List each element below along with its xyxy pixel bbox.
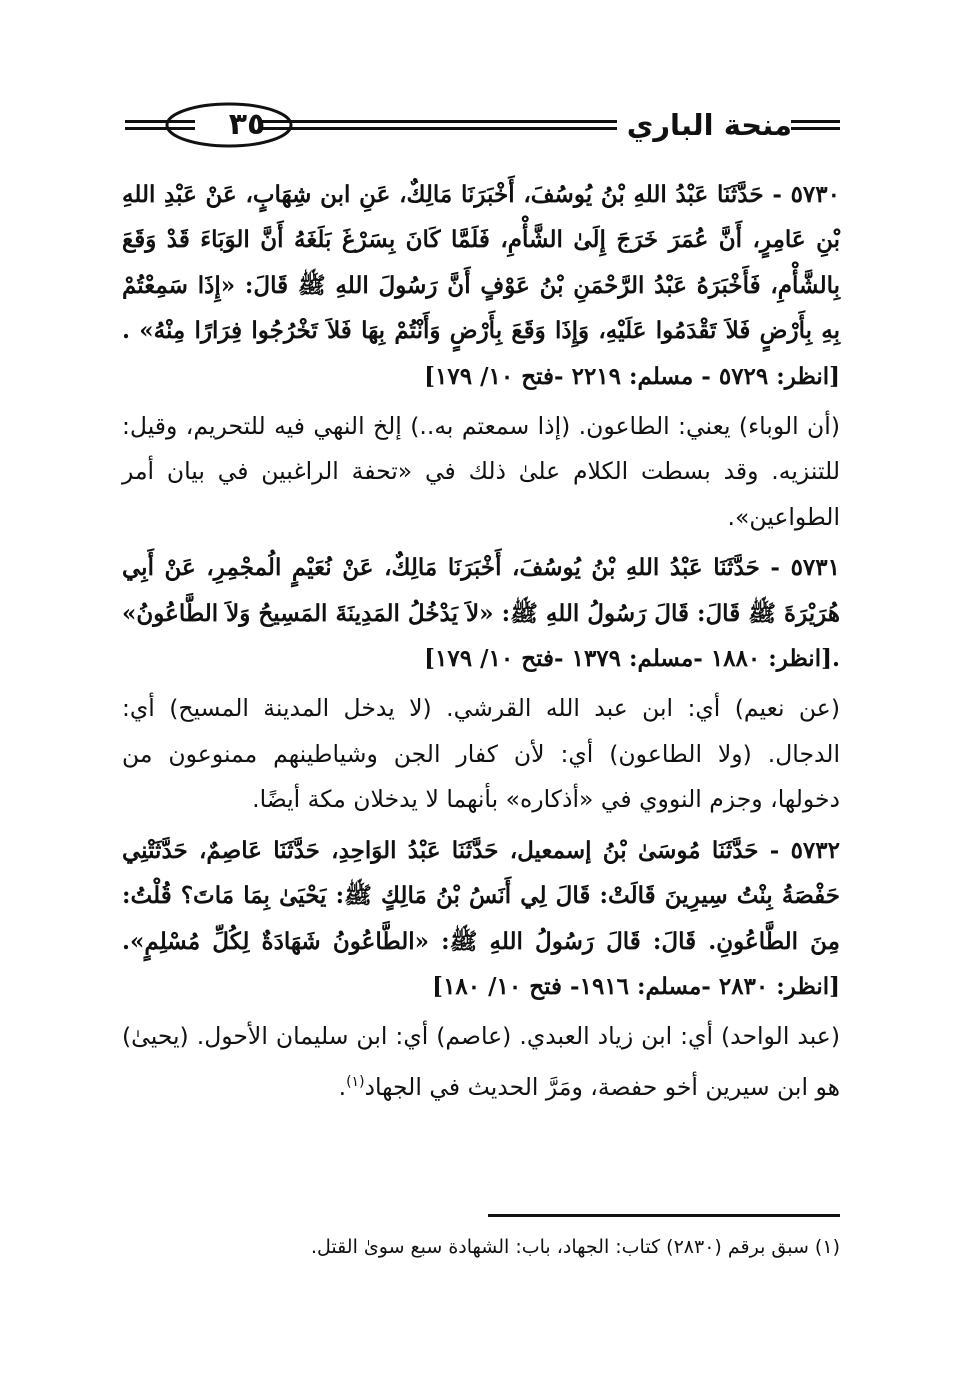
page-header [125, 100, 840, 152]
hadith-5731: ٥٧٣١ - حَدَّثَنَا عَبْدُ اللهِ بْنُ يُوسُفَ، أَخْبَرَنَا مَالِكٌ، عَنْ نُعَيْمٍ الُمجْمِرِ، عَنْ أَبِي هُرَيْرَةَ ﷺ قَالَ: قَالَ رَسُولُ اللهِ ﷺ: «لاَ يَدْخُلُ المَدِينَةَ المَسِيحُ وَلاَ الطَّاعُونُ» .[انظر: ١٨٨٠ -مسلم: ١٣٧٩ -فتح ١٠/ ١٧٩] [122, 554, 840, 673]
hadith-5732: ٥٧٣٢ - حَدَّثَنَا مُوسَىٰ بْنُ إسمعيل، حَدَّثَنَا عَبْدُ الوَاحِدِ، حَدَّثَنَا عَاصِمٌ، حَدَّثَتْنِي حَفْصَةُ بِنْتُ سِيرِينَ قَالَتْ: قَالَ لِي أَنَسُ بْنُ مَالِكٍ ﷺ: يَحْيَىٰ بِمَا مَاتَ؟ قُلْتُ: مِنَ الطَّاعُونِ. قَالَ: قَالَ رَسُولُ اللهِ ﷺ: «الطَّاعُونُ شَهَادَةٌ لِكُلِّ مُسْلِمٍ». [انظر: ٢٨٣٠ -مسلم: ١٩١٦- فتح ١٠/ ١٨٠] [122, 836, 840, 1000]
footnote: (١) سبق برقم (٢٨٣٠) كتاب: الجهاد، باب: الشهادة سبع سوىٰ القتل. [311, 1236, 840, 1258]
footnote-marker: (١) [346, 1073, 365, 1090]
footnote-divider [488, 1214, 840, 1217]
commentary-5732-tail: . [338, 1072, 347, 1101]
page-body [122, 172, 840, 1110]
hadith-5730: ٥٧٣٠ - حَدَّثَنَا عَبْدُ اللهِ بْنُ يُوسُفَ، أَخْبَرَنَا مَالِكٌ، عَنِ ابن شِهَابٍ، عَنْ عَبْدِ اللهِ بْنِ عَامِرٍ، أَنَّ عُمَرَ خَرَجَ إِلَىٰ الشَّأْمِ، فَلَمَّا كَانَ بِسَرْغَ بَلَغَهُ أَنَّ الوَبَاءَ قَدْ وَقَعَ بِالشَّأْمِ، فَأَخْبَرَهُ عَبْدُ الرَّحْمَنِ بْنُ عَوْفٍ أَنَّ رَسُولَ اللهِ ﷺ قَالَ: «إِذَا سَمِعْتُمْ بِهِ بِأَرْضٍ فَلاَ تَقْدَمُوا عَلَيْهِ، وَإِذَا وَقَعَ بِأَرْضٍ وَأَنْتُمْ بِهَا فَلاَ تَخْرُجُوا فِرَارًا مِنْهُ» .[انظر: ٥٧٢٩ - مسلم: ٢٢١٩ -فتح ١٠/ ١٧٩] [122, 181, 840, 390]
commentary-5732 [122, 1014, 840, 1110]
commentary-5730: (أن الوباء) يعني: الطاعون. (إذا سمعتم به..) إلخ النهي فيه للتحريم، وقيل: للتنزيه. وقد بسطت الكلام علىٰ ذلك في «تحفة الراغبين في بيان أمر الطواعين». [122, 412, 840, 531]
commentary-5732-text: (عبد الواحد) أي: ابن زياد العبدي. (عاصم) أي: ابن سليمان الأحول. (يحيىٰ) هو ابن سيرين أخو حفصة، ومَرَّ الحديث في الجهاد [122, 1022, 840, 1101]
page-number: ٣٥ [228, 107, 266, 142]
book-title: منحة الباري [626, 108, 792, 142]
commentary-5731: (عن نعيم) أي: ابن عبد الله القرشي. (لا يدخل المدينة المسيح) أي: الدجال. (ولا الطاعون) أي: لأن كفار الجن وشياطينهم ممنوعون من دخولها، وجزم النووي في «أذكاره» بأنهما لا يدخلان مكة أيضًا. [122, 694, 840, 814]
